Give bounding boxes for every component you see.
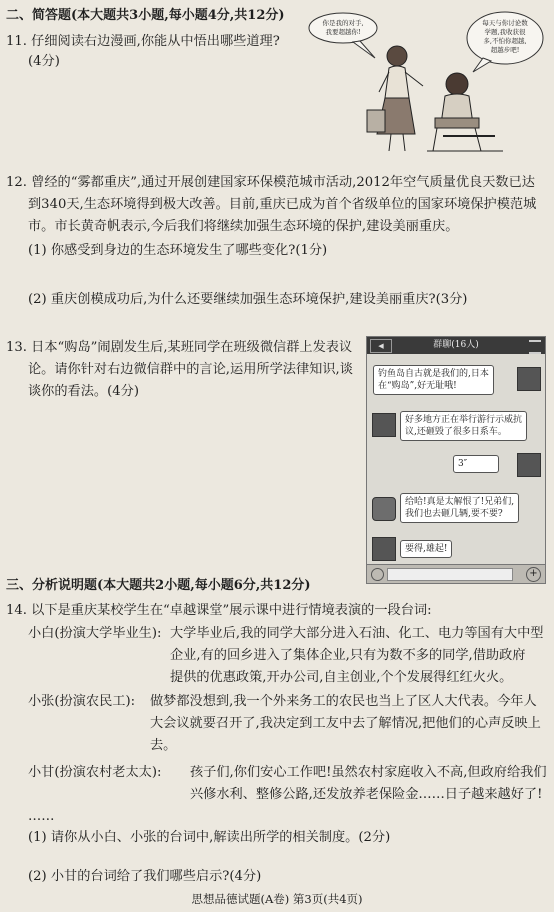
q12-sub1: (1) 你感受到身边的生态环境发生了哪些变化?(1分)	[28, 243, 328, 258]
chat-message	[400, 540, 452, 558]
q14-xiaobai-line1: 大学毕业后,我的同学大部分进入石油、化工、电力等国有大中型	[170, 626, 544, 641]
q12-sub2: (2) 重庆创模成功后,为什么还要继续加强生态环境保护,建设美丽重庆?(3分)	[28, 292, 468, 307]
q11-score: (4分)	[28, 54, 60, 69]
chat-message-line: 在“购岛”,好无耻哦!	[378, 381, 457, 391]
q12-line1: 12. 曾经的“雾都重庆”,通过开展创建国家环保模范城市活动,2012年空气质量优良天数已达	[6, 175, 535, 190]
voice-icon	[371, 568, 384, 581]
plus-icon: +	[526, 567, 541, 582]
chat-message-line: 钓鱼岛自古就是我们的,日本	[378, 369, 489, 379]
q14-sub1: (1) 请你从小白、小张的台词中,解读出所学的相关制度。(2分)	[28, 830, 391, 845]
wechat-group-screenshot	[366, 336, 546, 584]
comic-left-line2: 我要超越你!	[325, 28, 361, 36]
q14-intro: 14. 以下是重庆某校学生在“卓越课堂”展示课中进行情境表演的一段台词:	[6, 603, 432, 618]
comic-right-line4: 超越步吧!	[490, 46, 520, 54]
q13-line1: 13. 日本“购岛”闹剧发生后,某班同学在班级微信群上发表议	[6, 340, 353, 355]
chat-header	[367, 337, 545, 354]
q13-line3: 谈你的看法。(4分)	[28, 384, 139, 399]
page-footer: 思想品德试题(A卷) 第3页(共4页)	[191, 892, 363, 906]
q12-line3: 市。市长黄奇帆表示,今后我们将继续加强生态环境的保护,建设美丽重庆。	[28, 219, 459, 234]
avatar	[517, 453, 541, 477]
chat-message-line: 我们也去砸几辆,要不要?	[405, 509, 503, 519]
comic-right-line3: 多,不怕你超越,	[483, 37, 527, 45]
chat-message-line: 给哈!真是太解恨了!兄弟们,	[405, 497, 515, 507]
q14-role-xiaobai: 小白(扮演大学毕业生):	[28, 626, 162, 641]
chat-message-line: 议,还砸毁了很多日系车。	[405, 427, 507, 437]
menu-icon	[529, 340, 541, 354]
avatar	[517, 367, 541, 391]
voice-message	[453, 455, 499, 473]
q14-role-xiaozhang: 小张(扮演农民工):	[28, 694, 136, 709]
chat-input-field	[387, 568, 513, 581]
chat-input-bar	[367, 564, 545, 583]
chat-message-line: 要得,雄起!	[405, 544, 448, 554]
q14-xiaogan-line2: 兴修水利、整修公路,还发放养老保险金……日子越来越好了!	[190, 787, 543, 802]
q11-text: 11. 仔细阅读右边漫画,你能从中悟出哪些道理?	[6, 34, 280, 49]
q14-sub2: (2) 小甘的台词给了我们哪些启示?(4分)	[28, 869, 262, 884]
chat-message	[400, 493, 519, 523]
comic-right-line2: 学题,我收获很	[484, 28, 526, 36]
avatar	[372, 413, 396, 437]
q12-line2: 到340天,生态环境得到极大改善。目前,重庆已成为首个省级单位的国家环境保护模范城	[28, 197, 537, 212]
comic-illustration	[305, 6, 547, 154]
chat-title: 群聊(16人)	[433, 340, 479, 350]
q13-line2: 论。请你针对右边微信群中的言论,运用所学法律知识,谈	[28, 362, 353, 377]
section3-heading: 三、分析说明题(本大题共2小题,每小题6分,共12分)	[6, 578, 311, 593]
q14-xiaobai-line2: 企业,有的回乡进入了集体企业,只有为数不多的同学,借助政府	[170, 648, 526, 663]
q14-xiaozhang-line3: 去。	[150, 738, 177, 753]
comic-left-line1: 你是我的对手,	[322, 19, 364, 27]
comic-right-line1: 每天与你讨论数	[482, 19, 528, 27]
q14-xiaozhang-line1: 做梦都没想到,我一个外来务工的农民也当上了区人大代表。今年人	[150, 694, 537, 709]
q14-xiaobai-line3: 提供的优惠政策,开办公司,自主创业,个个发展得红红火火。	[170, 670, 513, 685]
avatar	[372, 497, 396, 521]
q14-role-xiaogan: 小甘(扮演农村老太太):	[28, 765, 162, 780]
q14-xiaozhang-line2: 大会议就要召开了,我决定到工友中去了解情况,把他们的心声反映上	[150, 716, 541, 731]
back-icon: ◀	[370, 339, 392, 353]
q14-xiaogan-line1: 孩子们,你们安心工作吧!虽然农村家庭收入不高,但政府给我们	[190, 765, 547, 780]
voice-message-duration: 3″	[458, 459, 468, 469]
chat-message	[373, 365, 494, 395]
chat-message-line: 好多地方正在举行游行示威抗	[405, 415, 523, 425]
section2-heading: 二、简答题(本大题共3小题,每小题4分,共12分)	[6, 8, 285, 23]
chat-message	[400, 411, 527, 441]
avatar	[372, 537, 396, 561]
q14-ellipsis: ……	[28, 809, 55, 824]
